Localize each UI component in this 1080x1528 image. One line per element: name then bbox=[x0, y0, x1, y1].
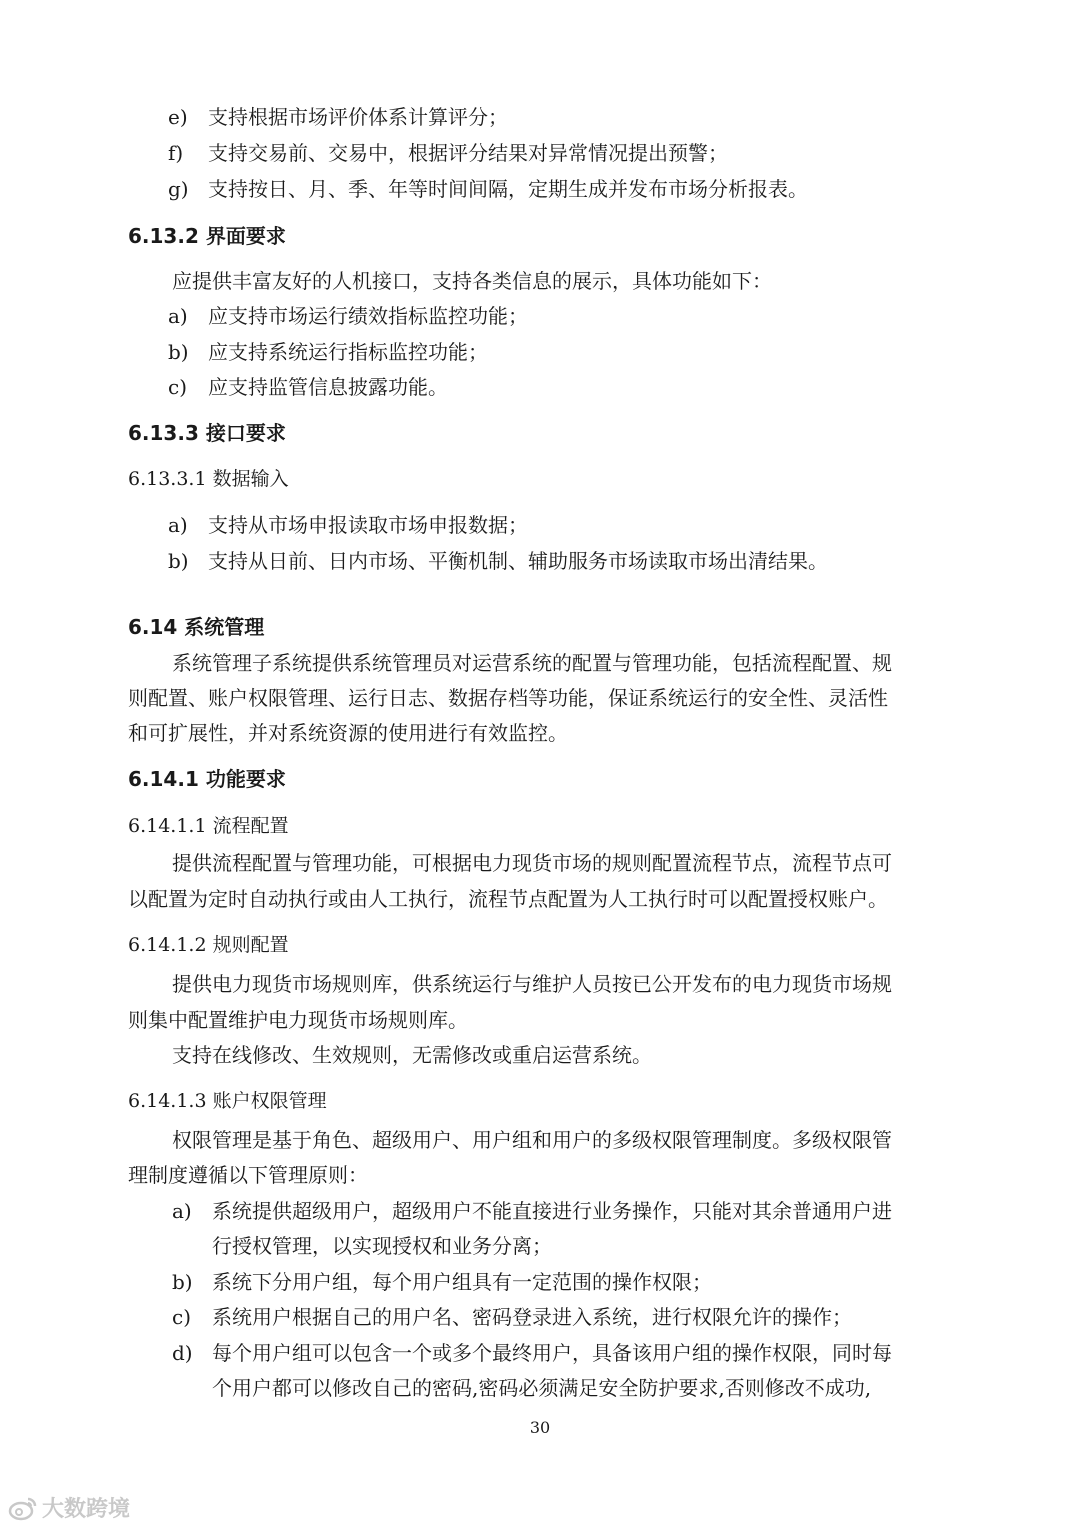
paragraph-line: 系统管理子系统提供系统管理员对运营系统的配置与管理功能，包括流程配置、规 bbox=[172, 651, 892, 675]
paragraph-line: 应提供丰富友好的人机接口，支持各类信息的展示，具体功能如下： bbox=[172, 269, 772, 293]
paragraph-line: 则集中配置维护电力现货市场规则库。 bbox=[128, 1008, 468, 1032]
paragraph-line: 理制度遵循以下管理原则： bbox=[128, 1163, 368, 1187]
document-page: e) 支持根据市场评价体系计算评分； f) 支持交易前、交易中，根据评分结果对异常情况提出预警； g) 支持按日、月、季、年等时间间隔，定期生成并发布市场分析报表。 6.13.2 界面要求 应提供丰富友好的人机接口，支持各类信息的展示，具体功能如下： a) 应支持市场运行绩效指标监控功能； b) 应支持系统运行指标监控功能； c) 应支持监管信息披露功能。 6.13.3 接口要求 6.13.3.1 数据输入 a) 支持从市场申报读取市场申报数据； b) 支持从日前、日内市场、平衡机制、辅助服务市场读取市场出清结果。 6.14 系统管理 系统管理子系统提供系统管理员对运营系统的配置与管理功能，包括流程配置、规 则配置、账户权限管理、运行日志、数据存档等功能，保证系统运行的安全性、灵活性 和可扩展性，并对系统资源的使用进行有效监控。 6.14.1 功能要求 6.14.1.1 流程配置 提供流程配置与管理功能，可根据电力现货市场的规则配置流程节点，流程节点可 以配置为定时自动执行或由人工执行，流程节点配置为人工执行时可以配置授权账户。 6.14.1.2 规则配置 提供电力现货市场规则库，供系统运行与维护人员按已公开发布的电力现货市场规 则集中配置维护电力现货市场规则库。 支持在线修改、生效规则，无需修改或重启运营系统。 6.14.1.3 账户权限管理 权限管理是基于角色、超级用户、用户组和用户的多级权限管理制度。多级权限管 理制度遵循以下管理原则： a) 系统提供超级用户，超级用户不能直接进行业务操作，只能对其余普通用户进 行授权管理，以实现授权和业务分离； b) 系统下分用户组，每个用户组具有一定范围的操作权限； c) 系统用户根据自己的用户名、密码登录进入系统，进行权限允许的操作； d) 每个用户组可以包含一个或多个最终用户，具备该用户组的操作权限，同时每 个用户都可以修改自己的密码,密码必须满足安全防护要求,否则修改不成功, 30 大数跨境 bbox=[0, 0, 1080, 1528]
subsection-heading-6-14-1-1: 6.14.1.1 流程配置 bbox=[128, 815, 289, 837]
subsection-heading-6-14-1-3: 6.14.1.3 账户权限管理 bbox=[128, 1090, 327, 1112]
paragraph-line: 则配置、账户权限管理、运行日志、数据存档等功能，保证系统运行的安全性、灵活性 bbox=[128, 686, 888, 710]
section-heading-6-14-1: 6.14.1 功能要求 bbox=[128, 767, 286, 791]
paragraph-line: 提供流程配置与管理功能，可根据电力现货市场的规则配置流程节点，流程节点可 bbox=[172, 851, 892, 875]
watermark bbox=[8, 1492, 130, 1523]
list-item-continuation: 个用户都可以修改自己的密码,密码必须满足安全防护要求,否则修改不成功, bbox=[212, 1376, 872, 1400]
list-item-continuation: 行授权管理，以实现授权和业务分离； bbox=[212, 1234, 552, 1258]
section-heading-6-14: 6.14 系统管理 bbox=[128, 615, 265, 639]
paragraph-line: 提供电力现货市场规则库，供系统运行与维护人员按已公开发布的电力现货市场规 bbox=[172, 972, 892, 996]
subsection-heading-6-14-1-2: 6.14.1.2 规则配置 bbox=[128, 934, 289, 956]
paragraph-line: 以配置为定时自动执行或由人工执行，流程节点配置为人工执行时可以配置授权账户。 bbox=[128, 887, 888, 911]
page-number: 30 bbox=[529, 1418, 551, 1437]
weibo-icon bbox=[8, 1495, 38, 1521]
watermark-text: 大数跨境 bbox=[42, 1497, 131, 1522]
subsection-heading-6-13-3-1: 6.13.3.1 数据输入 bbox=[128, 468, 289, 490]
section-heading-6-13-3: 6.13.3 接口要求 bbox=[128, 421, 286, 445]
paragraph-line: 支持在线修改、生效规则，无需修改或重启运营系统。 bbox=[172, 1043, 652, 1067]
section-heading-6-13-2: 6.13.2 界面要求 bbox=[128, 224, 286, 248]
paragraph-line: 权限管理是基于角色、超级用户、用户组和用户的多级权限管理制度。多级权限管 bbox=[172, 1128, 892, 1152]
paragraph-line: 和可扩展性，并对系统资源的使用进行有效监控。 bbox=[128, 721, 568, 745]
